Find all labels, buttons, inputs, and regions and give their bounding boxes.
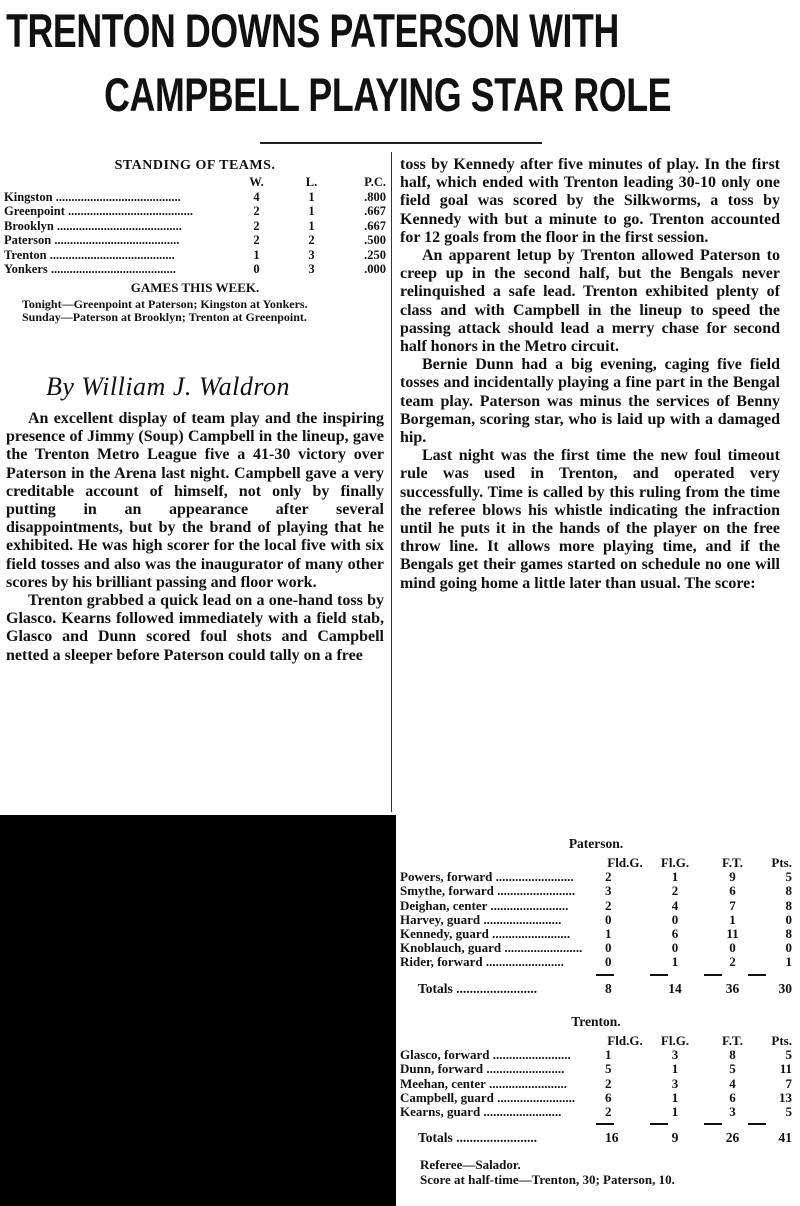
games-sunday: Sunday—Paterson at Brooklyn; Trenton at Greenpoint.: [22, 310, 307, 324]
player-row: Kearns, guard ..... 2 1 3 5: [400, 1105, 792, 1119]
standings-header: [4, 175, 386, 190]
article-paragraph: Bernie Dunn had a big evening, caging five field tosses and incidentally playing a fine part in the Bengal team play. Paterson was minus the services of Benny Borgeman, scoring star, who is laid up with a damaged hip.: [400, 356, 780, 447]
player-row: Knoblauch, guard ..... 0 0 0 0: [400, 941, 792, 955]
headline-line-1: TRENTON DOWNS PATERSON WITH: [6, 4, 619, 57]
column-divider: [391, 152, 392, 812]
headline-rule: [260, 142, 542, 144]
headline-line-2: CAMPBELL PLAYING STAR ROLE: [104, 68, 672, 121]
standings-row: Brooklyn ..... 2 1 .667: [4, 219, 386, 234]
player-row: Smythe, forward ..... 3 2 6 8: [400, 884, 792, 898]
referee-line: Referee—Salador.: [420, 1157, 521, 1172]
player-row: Harvey, guard ..... 0 0 1 0: [400, 913, 792, 927]
box-score-footer: [400, 1158, 792, 1187]
byline: By William J. Waldron: [46, 372, 291, 401]
standings-row: Paterson ..... 2 2 .500: [4, 233, 386, 248]
standings-row: Yonkers ..... 0 3 .000: [4, 262, 386, 277]
totals-rule: [400, 1119, 792, 1129]
team-name: Paterson.: [568, 836, 624, 851]
games-tonight: Tonight—Greenpoint at Paterson; Kingston at Yonkers.: [22, 296, 308, 311]
totals-row: Totals ..... 8 14 36 30: [400, 982, 792, 996]
article-right-column: [400, 156, 780, 593]
standings-row: Trenton ..... 1 3 .250: [4, 248, 386, 263]
totals-row: Totals ..... 16 9 26 41: [400, 1131, 792, 1145]
box-score-paterson: [400, 836, 792, 996]
player-row: Dunn, forward ..... 5 1 5 11: [400, 1062, 792, 1076]
games-title: GAMES THIS WEEK.: [130, 279, 260, 295]
standings-row: Greenpoint ..... 2 1 .667: [4, 204, 386, 219]
article-paragraph: An excellent display of team play and the inspiring presence of Jimmy (Soup) Campbell in the lineup, gave the Trenton Metro League five a 41-30 victory over Paterson in the Arena last night. Campbell gave a very creditable account of himself, not only by finally putting in an appearance after several disappointments, but by the brand of playing that he exhibited. He was high scorer for the local five with six field tosses and also was the inaugurator of many other scores by his brilliant passing and floor work.: [6, 410, 384, 591]
col-pc: P.C.: [364, 175, 386, 189]
player-row: Powers, forward ..... 2 1 9 5: [400, 870, 792, 884]
standings-title: STANDING OF TEAMS.: [114, 158, 276, 173]
article-paragraph: Trenton grabbed a quick lead on a one-hand toss by Glasco. Kearns followed immediately with a field stab, Glasco and Dunn scored foul shots and Campbell netted a sleeper before Paterson could tally on a free: [6, 592, 384, 664]
standings-row: Kingston ..... 4 1 .800: [4, 190, 386, 205]
player-row: Deighan, center ..... 2 4 7 8: [400, 899, 792, 913]
box-header: Fld.G. Fl.G. F.T. Pts.: [607, 855, 792, 870]
col-w: W.: [249, 175, 264, 189]
redaction-block: [0, 815, 396, 1206]
box-score-trenton: [400, 1014, 792, 1145]
article-paragraph: An apparent letup by Trenton allowed Paterson to creep up in the second half, but the Bengals never relinquished a safe lead. Trenton exhibited plenty of class and with Campbell in the lineup to speed the passing attack should lead a merry chase for second half honors in the Metro circuit.: [400, 247, 780, 356]
player-row: Meehan, center ..... 2 3 4 7: [400, 1077, 792, 1091]
halftime-line: Score at half-time—Trenton, 30; Paterson, 10.: [420, 1171, 675, 1187]
player-row: Rider, forward ..... 0 1 2 1: [400, 955, 792, 969]
player-row: Campbell, guard ..... 6 1 6 13: [400, 1091, 792, 1105]
totals-rule: [400, 970, 792, 980]
player-row: Glasco, forward ..... 1 3 8 5: [400, 1048, 792, 1062]
standings-table: [4, 158, 386, 325]
article-paragraph: toss by Kennedy after five minutes of play. In the first half, which ended with Trenton leading 30-10 only one field goal was scored by the Silkworms, a toss by Kennedy with but a minute to go. Trenton accounted for 12 goals from the floor in the first session.: [400, 156, 780, 246]
col-l: L.: [305, 175, 318, 189]
article-paragraph: Last night was the first time the new foul timeout rule was used in Trenton, and operated very successfully. Time is called by this ruling from the time the referee blows his whistle indicating the infraction until he puts it in the hands of the player on the free throw line. It allows more playing time, and if the Bengals get their games started on schedule no one will mind going home a little later than usual. The score:: [400, 447, 780, 592]
box-header: Fld.G. Fl.G. F.T. Pts.: [607, 1033, 792, 1048]
team-name: Trenton.: [571, 1014, 621, 1029]
article-left-column: [6, 410, 384, 665]
player-row: Kennedy, guard ..... 1 6 11 8: [400, 927, 792, 941]
